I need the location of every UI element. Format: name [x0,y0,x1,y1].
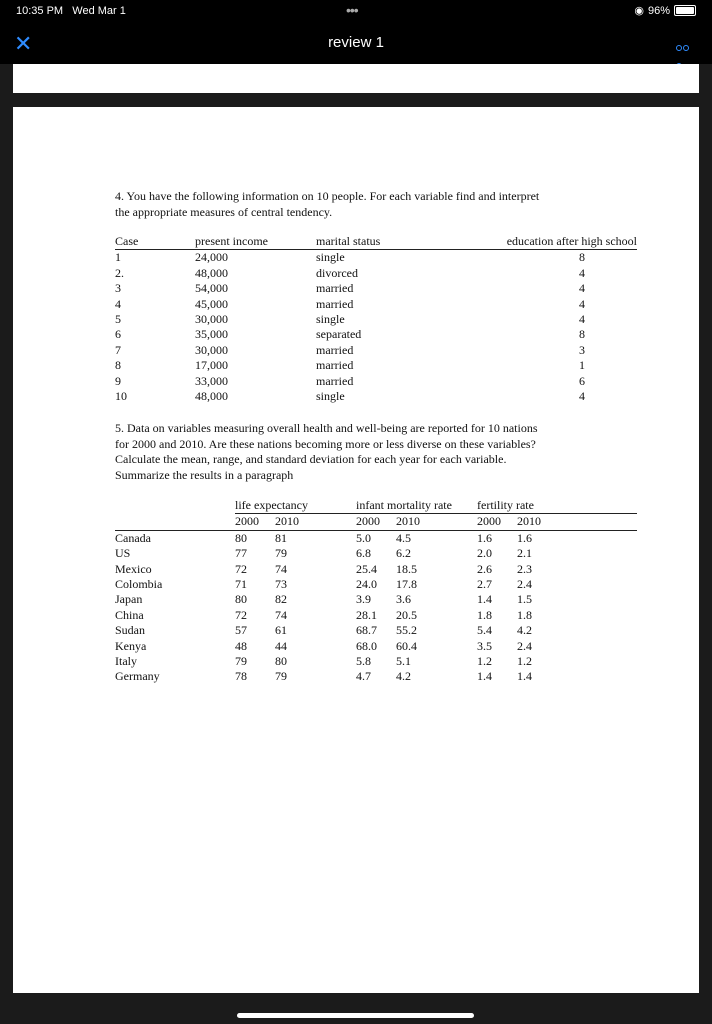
cell: 44 [275,638,287,653]
cell: 2.1 [517,546,532,561]
cell: 79 [275,669,287,684]
table-row [115,623,637,638]
group-infant-mortality: infant mortality rate [356,498,477,514]
q5-line-2: for 2000 and 2010. Are these nations becoming more or less diverse on these variables? [115,436,536,451]
cell: 82 [275,592,287,607]
cell: Japan [115,592,143,607]
multitask-dots-icon[interactable]: ••• [346,2,358,18]
home-indicator[interactable] [237,1013,474,1018]
cell: 72 [235,561,247,576]
cell: 33,000 [195,373,228,388]
table-row [115,312,637,327]
year-2010: 2010 [275,514,299,529]
cell: 81 [275,530,287,545]
table-row [115,358,637,373]
document-title: review 1 [328,34,384,51]
cell: 20.5 [396,607,417,622]
cell: 8 [579,327,585,342]
date-text: Wed Mar 1 [72,5,126,17]
table-row [115,546,637,561]
cell: married [316,342,354,357]
cell: 4 [579,265,585,280]
cell: 30,000 [195,312,228,327]
cell: 24,000 [195,250,228,265]
cell: 4 [579,296,585,311]
cell: Mexico [115,561,152,576]
cell: 68.7 [356,623,377,638]
cell: 55.2 [396,623,417,638]
cell: 17.8 [396,577,417,592]
table-row [115,639,637,654]
cell: 57 [235,623,247,638]
cell: 8 [579,250,585,265]
cell: 79 [275,546,287,561]
year-2000: 2000 [235,514,259,529]
table-row [115,654,637,669]
table-row [115,389,637,404]
document-page [13,107,699,993]
time-text: 10:35 PM [16,5,64,17]
nations-year-header [115,514,637,530]
table-row [115,250,637,266]
year-2010: 2010 [396,514,420,529]
cell: 2.6 [477,561,492,576]
cell: 25.4 [356,561,377,576]
cell: 3.9 [356,592,371,607]
q4-line-2: the appropriate measures of central tendency. [115,204,333,219]
cell: married [316,296,354,311]
table-row [115,327,637,342]
year-2000: 2000 [356,514,380,529]
cell: 3 [579,342,585,357]
cell: 10 [115,389,127,404]
cell: Italy [115,654,137,669]
cell: 4.5 [396,530,411,545]
cell: 48,000 [195,389,228,404]
people-table [115,234,637,404]
cell: 1.2 [477,654,492,669]
cell: 1.4 [477,592,492,607]
cell: 30,000 [195,342,228,357]
question-5-text [115,421,637,483]
cell: married [316,358,354,373]
cell: 3.5 [477,638,492,653]
cell: married [316,281,354,296]
table-row [115,562,637,577]
blank-header [115,514,235,530]
nav-bar [0,22,712,64]
cell: 4.7 [356,669,371,684]
cell: Kenya [115,638,147,653]
cell: 28.1 [356,607,377,622]
cell: 9 [115,373,121,388]
cell: 48 [235,638,247,653]
cell: 78 [235,669,247,684]
cell: 1.4 [477,669,492,684]
cell: 54,000 [195,281,228,296]
cell: 6 [579,373,585,388]
col-income: present income [195,234,268,248]
cell: 2.4 [517,638,532,653]
q5-line-3: Calculate the mean, range, and standard deviation for each year for each variable. [115,452,507,466]
year-2010: 2010 [517,514,541,529]
cell: 4.2 [396,669,411,684]
cell: 4 [579,389,585,404]
cell: 80 [235,592,247,607]
col-case: Case [115,234,139,248]
cell: 4.2 [517,623,532,638]
cell: China [115,607,144,622]
table-row [115,669,637,684]
cell: 2.4 [517,577,532,592]
cell: 1.5 [517,592,532,607]
cell: 74 [275,561,287,576]
cell: 1.6 [517,530,532,545]
table-row [115,297,637,312]
group-fertility: fertility rate [477,498,637,514]
cell: married [316,373,354,388]
cell: 48,000 [195,265,228,280]
cell: 18.5 [396,561,417,576]
status-right [634,4,696,17]
col-marital: marital status [316,234,381,248]
table-row [115,266,637,281]
cell: single [316,312,345,327]
close-icon[interactable]: ✕ [14,31,33,56]
cell: Colombia [115,577,163,592]
cell: 1.2 [517,654,532,669]
question-4-text [115,189,635,220]
cell: 4 [579,281,585,296]
cell: US [115,546,131,561]
q4-line-1: 4. You have the following information on 10 people. For each variable find and interpret [115,189,540,203]
cell: 77 [235,546,247,561]
cell: single [316,389,345,404]
table-row [115,343,637,358]
cell: 1.8 [477,607,492,622]
nations-table [115,498,637,685]
battery-icon [674,5,696,16]
cell: 2.3 [517,561,532,576]
cell: 74 [275,607,287,622]
cell: 4 [579,312,585,327]
cell: 80 [235,530,247,545]
cell: 6 [115,327,121,342]
table-row [115,281,637,296]
cell: 2.7 [477,577,492,592]
cell: 6.2 [396,546,411,561]
battery-percent: 96% [647,4,670,17]
blank-header [115,498,235,514]
q5-line-1: 5. Data on variables measuring overall health and well-being are reported for 10 nations [115,421,538,435]
cell: 72 [235,607,247,622]
cell: 8 [115,358,121,373]
cell: 5.1 [396,654,411,669]
document-content [115,189,637,684]
cell: single [316,250,345,265]
cell: Canada [115,530,151,545]
cell: 6.8 [356,546,371,561]
cell: 35,000 [195,327,228,342]
cell: 80 [275,654,287,669]
cell: 45,000 [195,296,228,311]
year-2000: 2000 [477,514,501,529]
cell: divorced [316,265,358,280]
status-bar [0,0,712,22]
cell: 5.0 [356,530,371,545]
table-row [115,577,637,592]
cell: 79 [235,654,247,669]
cell: 60.4 [396,638,417,653]
cell: 3 [115,281,121,296]
previous-page-fragment [13,64,699,93]
cell: 1.6 [477,530,492,545]
cell: separated [316,327,362,342]
cell: 5.8 [356,654,371,669]
cell: 73 [275,577,287,592]
table-row [115,608,637,623]
cell: 71 [235,577,247,592]
table-row [115,530,637,546]
cell: 7 [115,342,121,357]
cell: 1 [579,358,585,373]
cell: 1.4 [517,669,532,684]
table-row [115,374,637,389]
cell: 4 [115,296,121,311]
cell: Germany [115,669,160,684]
q5-line-4: Summarize the results in a paragraph [115,467,294,482]
cell: 24.0 [356,577,377,592]
group-life-expectancy: life expectancy [235,498,356,514]
cell: 3.6 [396,592,411,607]
cell: 5.4 [477,623,492,638]
table-row [115,592,637,607]
cell: 2. [115,265,124,280]
cell: 1 [115,250,121,265]
cell: 17,000 [195,358,228,373]
cell: 2.0 [477,546,492,561]
cell: Sudan [115,623,145,638]
cell: 68.0 [356,638,377,653]
status-time [16,5,126,17]
more-options-icon[interactable] [676,38,696,44]
cell: 1.8 [517,607,532,622]
col-education: education after high school [506,234,637,248]
wifi-icon: ◉ [634,5,644,17]
people-table-header [115,234,637,250]
nations-group-header [115,498,637,514]
cell: 61 [275,623,287,638]
cell: 5 [115,312,121,327]
